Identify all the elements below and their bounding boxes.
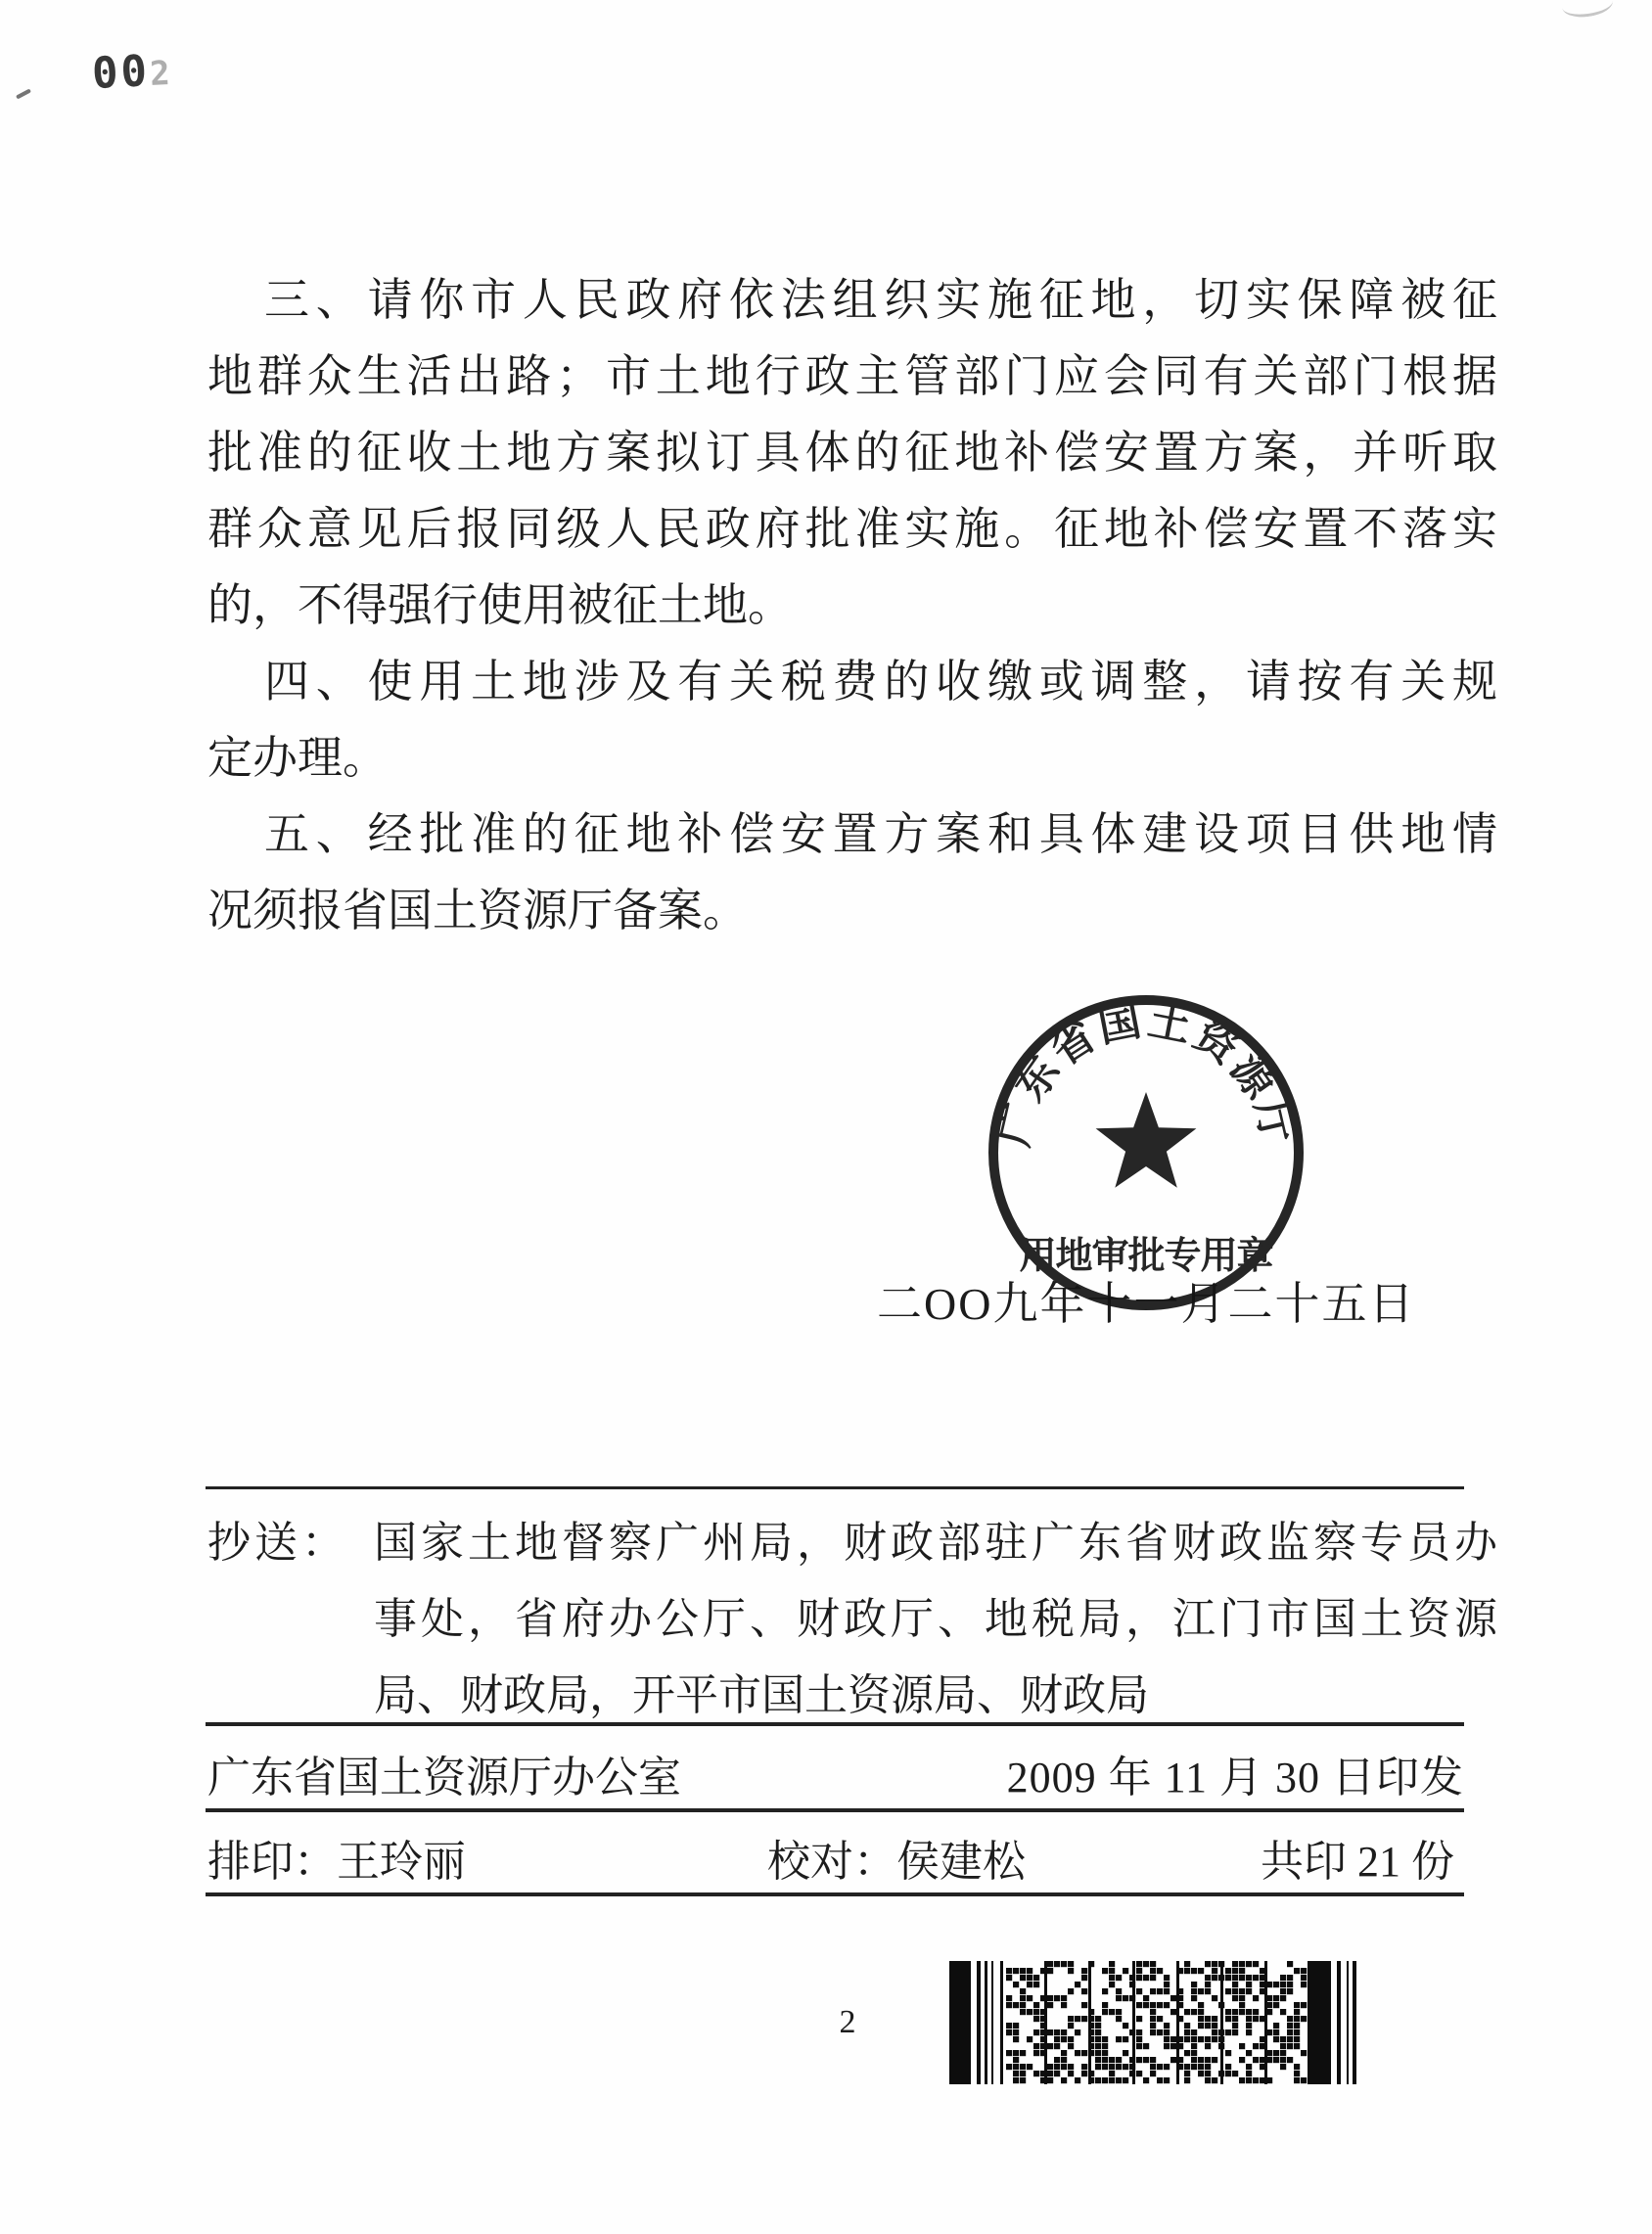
divider-line [206,1892,1464,1896]
scan-artifact-pen-mark [16,88,31,99]
divider-line [206,1722,1464,1726]
cc-text: 国家土地督察广州局，财政部驻广东省财政监察专员办 [374,1519,1497,1567]
cc-line: 局、财政局，开平市国土资源局、财政局 [374,1671,1149,1719]
letter-body [207,262,1497,949]
page-number: 2 [839,2004,856,2040]
issuing-office: 广东省国土资源厅办公室 [207,1754,681,1801]
cc-block [207,1505,1497,1734]
stamp-digits: 00 [90,46,152,100]
body-line: 群众意见后报同级人民政府批准实施。征地补偿安置不落实 [207,504,1497,554]
body-line: 地群众生活出路；市土地行政主管部门应会同有关部门根据 [207,351,1497,401]
scan-artifact-corner-curve [1561,0,1615,20]
print-info-row [207,1834,1464,1891]
typesetter: 排印：王玲丽 [207,1838,466,1886]
body-line: 定办理。 [207,733,388,783]
seal-graphic [981,981,1313,1326]
body-line: 批准的征收土地方案拟订具体的征地补偿安置方案，并听取 [207,428,1497,478]
body-line: 四、使用土地涉及有关税费的收缴或调整，请按有关规 [264,657,1497,707]
seal-arc-text: 广东省国土资源厅 [990,997,1302,1151]
body-line: 三、请你市人民政府依法组织实施征地，切实保障被征 [264,275,1497,325]
stamp-digit-faded: 2 [149,53,174,95]
body-line: 的，不得强行使用被征土地。 [207,580,793,630]
official-seal [981,981,1313,1326]
barcode [949,1959,1360,2088]
cc-label: 抄送： [207,1519,348,1567]
divider-line [206,1808,1464,1812]
divider-line [206,1486,1464,1489]
print-date: 2009 年 11 月 30 日印发 [1006,1754,1464,1801]
cc-line: 事处，省府办公厅、财政厅、地税局，江门市国土资源 [374,1595,1497,1643]
issuing-office-row [207,1750,1464,1806]
proofreader: 校对：侯建松 [767,1838,1026,1886]
seal-star-icon [1096,1092,1197,1188]
seal-bottom-label: 用地审批专用章 [1019,1236,1273,1277]
issue-date: 二OO九年十一月二十五日 [877,1279,1416,1329]
cc-line [207,1505,1497,1581]
page-corner-stamp [91,45,174,99]
body-line: 五、经批准的征地补偿安置方案和具体建设项目供地情 [264,809,1497,859]
copies-count: 共印 21 份 [1261,1838,1454,1886]
body-line: 况须报省国土资源厅备案。 [207,886,748,935]
